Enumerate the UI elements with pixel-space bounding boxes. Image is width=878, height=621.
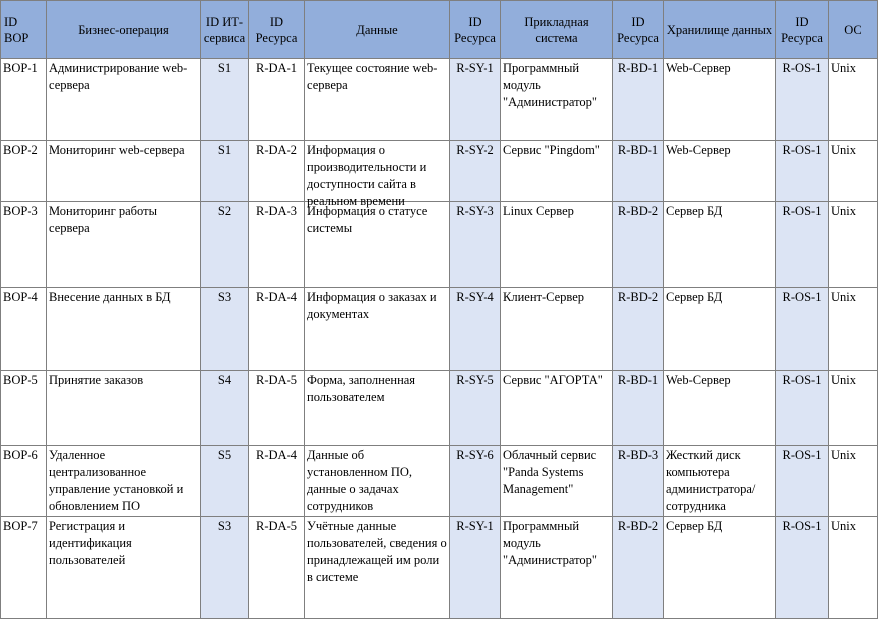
header-business-operation: Бизнес-операция	[47, 1, 201, 59]
cell-storage: Web-Сервер	[664, 59, 776, 141]
cell-operation: Внесение данных в БД	[47, 288, 201, 371]
cell-operation: Администрирование web-сервера	[47, 59, 201, 141]
header-os: ОС	[829, 1, 878, 59]
cell-operation: Принятие заказов	[47, 371, 201, 446]
cell-res-os: R-OS-1	[776, 202, 829, 288]
cell-id-bop: BOP-2	[1, 141, 47, 202]
cell-storage: Сервер БД	[664, 202, 776, 288]
cell-res-os: R-OS-1	[776, 517, 829, 619]
cell-res-os: R-OS-1	[776, 59, 829, 141]
cell-os: Unix	[829, 202, 878, 288]
cell-res-data: R-DA-1	[249, 59, 305, 141]
header-data: Данные	[305, 1, 450, 59]
header-id-bop: ID BOP	[1, 1, 47, 59]
cell-res-system: R-SY-1	[450, 517, 501, 619]
cell-res-os: R-OS-1	[776, 446, 829, 517]
cell-res-data: R-DA-3	[249, 202, 305, 288]
cell-system: Linux Сервер	[501, 202, 613, 288]
cell-res-storage: R-BD-2	[613, 288, 664, 371]
cell-res-storage: R-BD-2	[613, 202, 664, 288]
cell-os: Unix	[829, 371, 878, 446]
cell-res-storage: R-BD-3	[613, 446, 664, 517]
cell-service: S5	[201, 446, 249, 517]
cell-res-system: R-SY-2	[450, 141, 501, 202]
cell-data: Форма, заполненная пользователем	[305, 371, 450, 446]
cell-system: Облачный сервис "Panda Systems Management"	[501, 446, 613, 517]
cell-id-bop: BOP-1	[1, 59, 47, 141]
cell-id-bop: BOP-7	[1, 517, 47, 619]
cell-res-data: R-DA-5	[249, 517, 305, 619]
cell-os: Unix	[829, 446, 878, 517]
cell-operation: Мониторинг web-сервера	[47, 141, 201, 202]
table-row	[1, 141, 878, 202]
cell-res-os: R-OS-1	[776, 288, 829, 371]
cell-id-bop: BOP-5	[1, 371, 47, 446]
cell-system: Клиент-Сервер	[501, 288, 613, 371]
cell-res-storage: R-BD-2	[613, 517, 664, 619]
table-row	[1, 288, 878, 371]
cell-data	[305, 446, 450, 517]
cell-data-text: Информация о производительности и доступности сайта в реальном времени	[307, 143, 427, 208]
table-row	[1, 517, 878, 619]
cell-res-os: R-OS-1	[776, 371, 829, 446]
header-row	[1, 1, 878, 59]
cell-system: Сервис "Pingdom"	[501, 141, 613, 202]
cell-storage: Web-Сервер	[664, 141, 776, 202]
cell-service: S1	[201, 141, 249, 202]
cell-res-os: R-OS-1	[776, 141, 829, 202]
cell-service: S3	[201, 288, 249, 371]
cell-res-storage: R-BD-1	[613, 141, 664, 202]
cell-res-system: R-SY-3	[450, 202, 501, 288]
cell-storage: Web-Сервер	[664, 371, 776, 446]
cell-operation: Регистрация и идентификация пользователей	[47, 517, 201, 619]
cell-service: S3	[201, 517, 249, 619]
cell-id-bop: BOP-6	[1, 446, 47, 517]
cell-storage: Сервер БД	[664, 288, 776, 371]
cell-storage: Сервер БД	[664, 517, 776, 619]
header-id-resource-storage: ID Ресурса	[613, 1, 664, 59]
header-app-system: Прикладная система	[501, 1, 613, 59]
table-row	[1, 371, 878, 446]
cell-service: S2	[201, 202, 249, 288]
header-id-it-service: ID ИТ-сервиса	[201, 1, 249, 59]
cell-data-text: Данные об установленном ПО, данные о задачах сотрудников	[307, 448, 413, 513]
cell-system: Программный модуль "Администратор"	[501, 517, 613, 619]
cell-res-storage: R-BD-1	[613, 59, 664, 141]
table-row	[1, 202, 878, 288]
cell-system: Сервис "АГОРТА"	[501, 371, 613, 446]
cell-operation: Мониторинг работы сервера	[47, 202, 201, 288]
cell-storage	[664, 446, 776, 517]
cell-res-system: R-SY-5	[450, 371, 501, 446]
cell-id-bop: BOP-3	[1, 202, 47, 288]
header-id-resource-system: ID Ресурса	[450, 1, 501, 59]
cell-res-storage: R-BD-1	[613, 371, 664, 446]
cell-data: Информация о статусе системы	[305, 202, 450, 288]
table-row	[1, 59, 878, 141]
cell-res-data: R-DA-4	[249, 446, 305, 517]
table-row	[1, 446, 878, 517]
cell-data: Текущее состояние web-сервера	[305, 59, 450, 141]
cell-data: Учётные данные пользователей, сведения о принадлежащей им роли в системе	[305, 517, 450, 619]
cell-res-data: R-DA-4	[249, 288, 305, 371]
cell-id-bop: BOP-4	[1, 288, 47, 371]
cell-res-system: R-SY-6	[450, 446, 501, 517]
cell-os: Unix	[829, 517, 878, 619]
cell-system: Программный модуль "Администратор"	[501, 59, 613, 141]
cell-storage-text: Жесткий диск компьютера администратора/сотрудника	[666, 448, 756, 513]
header-id-resource-data: ID Ресурса	[249, 1, 305, 59]
cell-os: Unix	[829, 288, 878, 371]
cell-data: Информация о заказах и документах	[305, 288, 450, 371]
cell-res-system: R-SY-4	[450, 288, 501, 371]
cell-os: Unix	[829, 59, 878, 141]
cell-operation: Удаленное централизованное управление установкой и обновлением ПО	[47, 446, 201, 517]
cell-res-data: R-DA-5	[249, 371, 305, 446]
cell-res-system: R-SY-1	[450, 59, 501, 141]
cell-service: S1	[201, 59, 249, 141]
cell-data	[305, 141, 450, 208]
header-id-resource-os: ID Ресурса	[776, 1, 829, 59]
header-data-storage: Хранилище данных	[664, 1, 776, 59]
cell-service: S4	[201, 371, 249, 446]
cell-res-data: R-DA-2	[249, 141, 305, 202]
cell-os: Unix	[829, 141, 878, 202]
